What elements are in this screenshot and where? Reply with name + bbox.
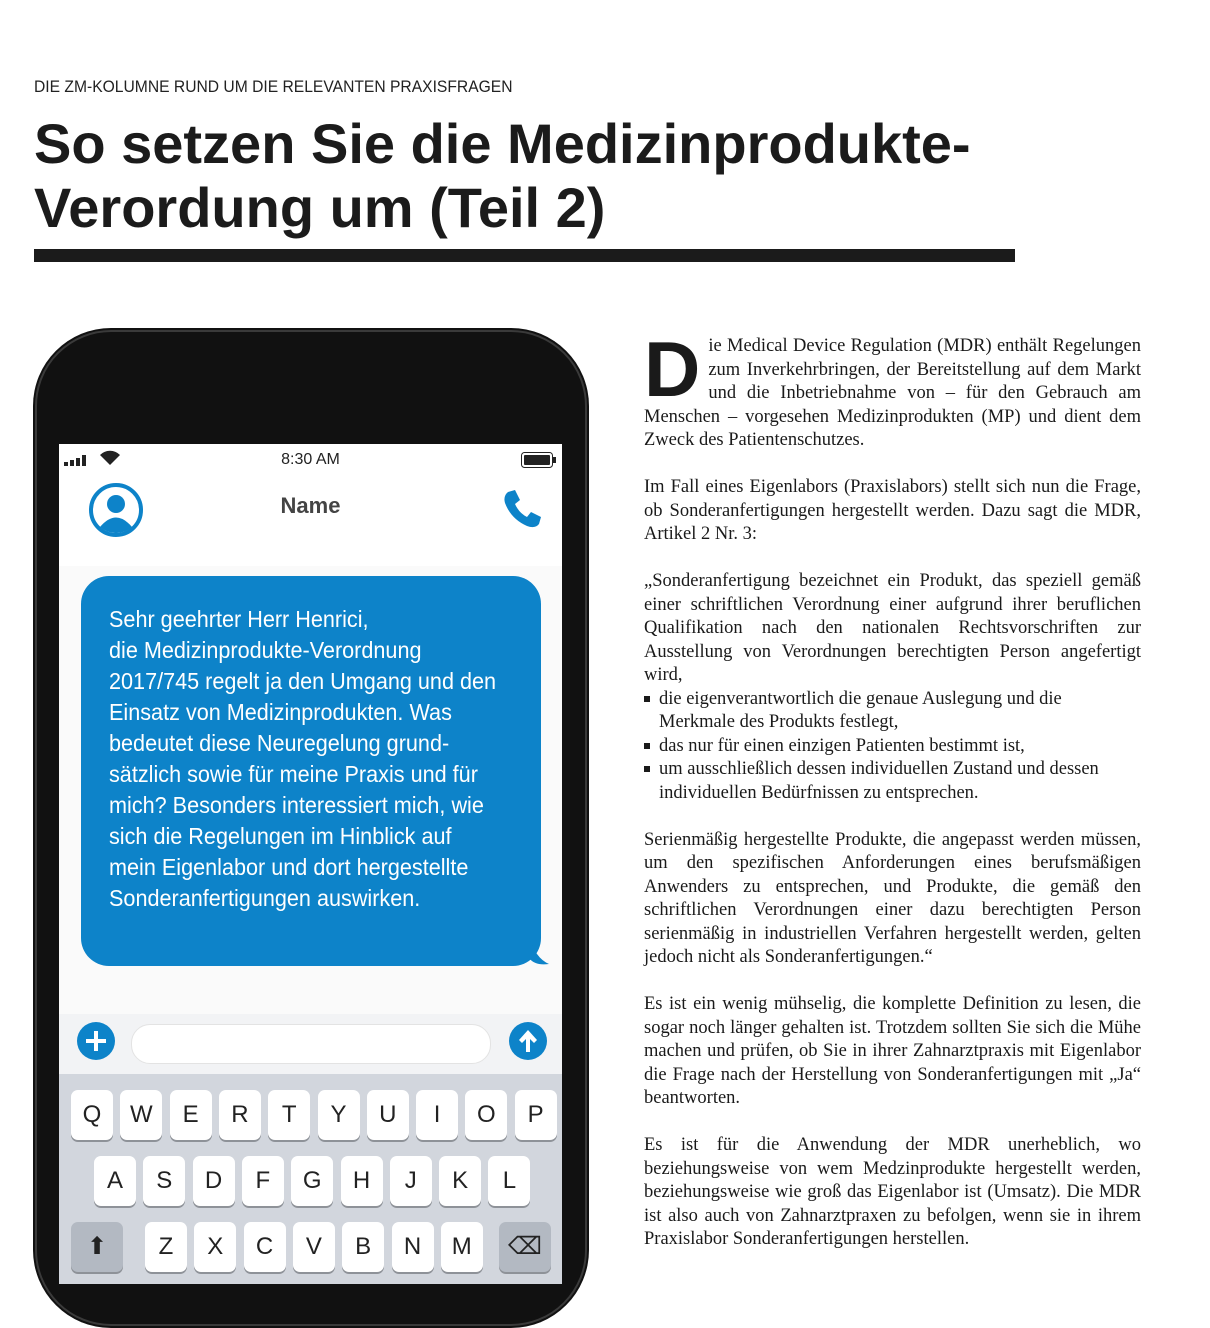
contact-header	[59, 478, 562, 566]
key-x[interactable]: X	[194, 1222, 236, 1272]
key-i[interactable]: I	[416, 1090, 458, 1140]
key-k[interactable]: K	[439, 1156, 481, 1206]
drop-cap: D	[644, 325, 701, 413]
message-bubble[interactable]	[81, 576, 541, 966]
key-b[interactable]: B	[342, 1222, 384, 1272]
key-h[interactable]: H	[341, 1156, 383, 1206]
paragraph-eigenlabor: Im Fall eines Eigenlabors (Praxislabors) stellt sich nun die Frage, ob Sonderanfertigungen hergestellt werden. Dazu sagt die MDR, Artikel 2 Nr. 3:	[644, 477, 1141, 544]
key-a[interactable]: A	[94, 1156, 136, 1206]
quote-intro: „Sonderanfertigung bezeichnet ein Produkt, das speziell gemäß einer schriftlichen Verordnung einer aufgrund ihrer beruflichen Qualifikation nach den nationalen Rechtsvorschriften zur Ausstellung von Verordnungen berechtigten Person angefertigt wird,	[644, 571, 1141, 685]
headline-line-1: So setzen Sie die Medizinprodukte-	[34, 112, 971, 175]
phone-screen	[59, 444, 562, 1284]
key-y[interactable]: Y	[318, 1090, 360, 1140]
key-m[interactable]: M	[441, 1222, 483, 1272]
headline-rule	[34, 249, 1015, 262]
send-arrow-icon[interactable]	[507, 1020, 549, 1062]
article-body	[644, 325, 1141, 1275]
key-w[interactable]: W	[120, 1090, 162, 1140]
status-bar	[59, 444, 562, 478]
paragraph-applicability: Es ist für die Anwendung der MDR unerheblich, wo beziehungsweise von wem Medzinprodukte hergestellt werden, beziehungsweise wie groß das Eigenlabor ist (Umsatz). Die MDR ist also auch von Zahnarztpraxen zu befolgen, wenn sie in ihrem Praxislabor Sonderanfertigungen herstellen.	[644, 1135, 1141, 1249]
call-icon[interactable]	[499, 486, 545, 532]
on-screen-keyboard	[59, 1074, 562, 1284]
backspace-key-icon[interactable]: ⌫	[499, 1222, 551, 1272]
key-u[interactable]: U	[367, 1090, 409, 1140]
bubble-tail	[529, 936, 551, 966]
key-e[interactable]: E	[170, 1090, 212, 1140]
battery-icon	[521, 452, 557, 468]
key-v[interactable]: V	[293, 1222, 335, 1272]
paragraph-definition-note: Es ist ein wenig mühselig, die komplette Definition zu lesen, die sogar noch länger gehalten ist. Trotzdem sollten Sie sich die Mühe machen und prüfen, ob Sie in ihrer Zahnarztpraxis mit Eigenlabor die Frage nach der Herstellung von Sonderanfertigungen mit „Ja“ beantworten.	[644, 994, 1141, 1108]
message-text: Sehr geehrter Herr Henrici, die Medizinprodukte-Verordnung 2017/745 regelt ja den Umgang und den Einsatz von Medizinprodukten. Was bedeutet diese Neuregelung grund-sätzlich sowie für meine Praxis und für mich? Besonders interessiert mich, wie sich die Regelungen im Hinblick auf mein Eigenlabor und dort hergestellte Sonderanfertigungen auswirken.	[109, 606, 497, 911]
key-p[interactable]: P	[515, 1090, 557, 1140]
definition-list	[644, 688, 1141, 806]
definition-quote	[644, 570, 1141, 805]
status-time: 8:30 AM	[281, 451, 340, 468]
key-n[interactable]: N	[392, 1222, 434, 1272]
key-f[interactable]: F	[242, 1156, 284, 1206]
key-l[interactable]: L	[488, 1156, 530, 1206]
key-d[interactable]: D	[193, 1156, 235, 1206]
key-g[interactable]: G	[291, 1156, 333, 1206]
key-t[interactable]: T	[268, 1090, 310, 1140]
column-kicker: DIE ZM-KOLUMNE RUND UM DIE RELEVANTEN PRAXISFRAGEN	[34, 77, 513, 96]
add-attachment-icon[interactable]	[75, 1020, 117, 1062]
key-r[interactable]: R	[219, 1090, 261, 1140]
key-z[interactable]: Z	[145, 1222, 187, 1272]
key-q[interactable]: Q	[71, 1090, 113, 1140]
contact-name: Name	[280, 493, 341, 518]
intro-paragraph: Die Medical Device Regulation (MDR) enthält Regelungen zum Inverkehrbringen, der Bereitstellung auf dem Markt und die Inbetriebnahme von – für den Gebrauch am Menschen – vorgesehen Medizinprodukten (MP) und dient dem Zweck des Patientenschutzes.	[644, 325, 1141, 450]
message-input[interactable]	[131, 1024, 491, 1064]
compose-bar	[59, 1014, 562, 1074]
paragraph-serienmaessig: Serienmäßig hergestellte Produkte, die angepasst werden müssen, um den spezifischen Anforderungen eines berufsmäßigen Anwenders zu entsprechen, und Produkte, die gemäß den schriftlichen Verordnungen einer dazu berechtigten Person serienmäßig in industriellen Verfahren hergestellt werden, gelten jedoch nicht als Sonderanfertigungen.“	[644, 829, 1141, 967]
headline-line-2: Verordung um (Teil 2)	[34, 176, 606, 239]
key-o[interactable]: O	[465, 1090, 507, 1140]
list-item: um ausschließlich dessen individuellen Zustand und dessen individuellen Bedürfnissen zu entsprechen.	[644, 758, 1141, 805]
message-thread	[59, 566, 562, 1014]
article-headline	[34, 112, 1134, 240]
list-item: die eigenverantwortlich die genaue Auslegung und die Merkmale des Produkts festlegt,	[644, 688, 1141, 735]
shift-key-icon[interactable]: ⬆	[71, 1222, 123, 1272]
list-item: das nur für einen einzigen Patienten bestimmt ist,	[644, 735, 1141, 759]
key-c[interactable]: C	[244, 1222, 286, 1272]
key-j[interactable]: J	[390, 1156, 432, 1206]
key-s[interactable]: S	[143, 1156, 185, 1206]
